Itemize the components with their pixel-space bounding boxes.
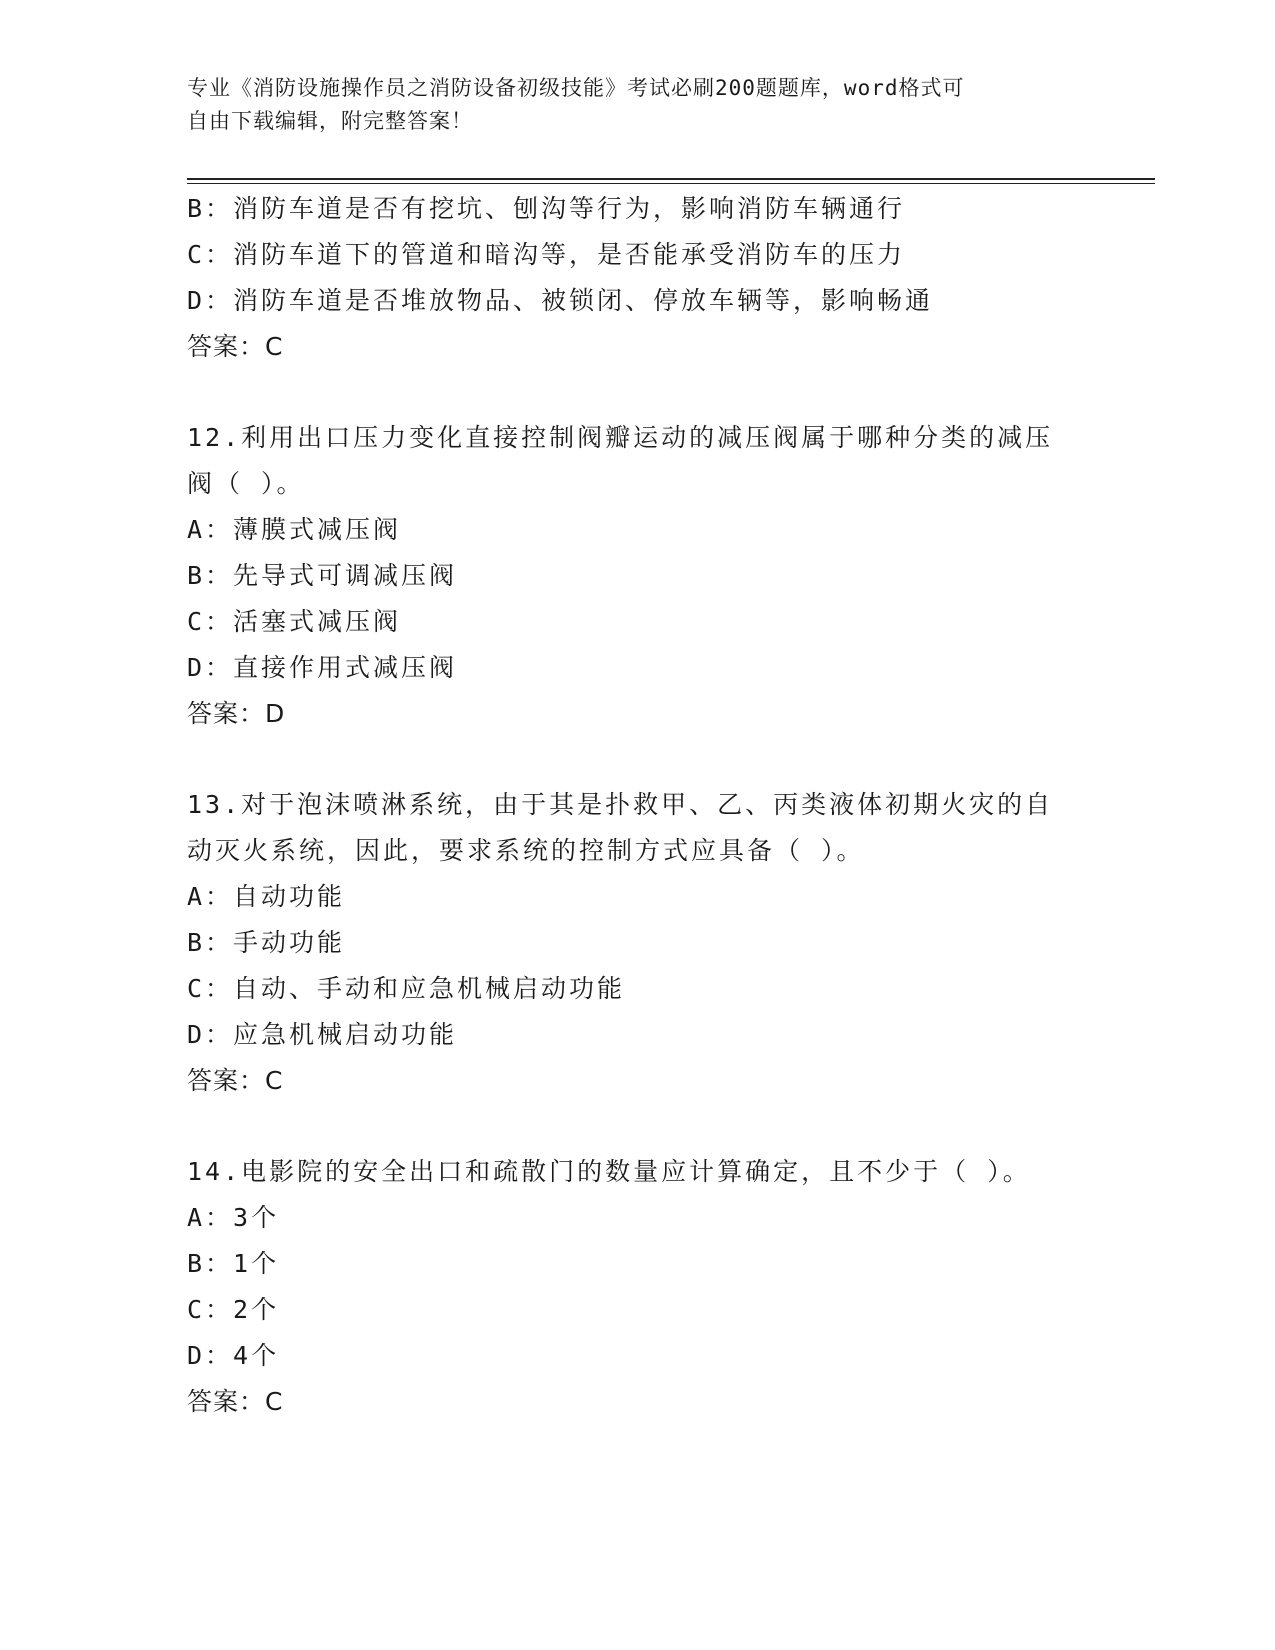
question-14 bbox=[187, 1149, 1087, 1425]
question-stem-line-2: 动灭火系统，因此，要求系统的控制方式应具备（ ）。 bbox=[187, 836, 865, 865]
option-b: B：先导式可调减压阀 bbox=[187, 561, 458, 590]
option-a: A：自动功能 bbox=[187, 882, 346, 911]
answer-line: 答案：D bbox=[187, 699, 286, 728]
question-11-continued bbox=[187, 186, 1087, 370]
option-b: B：消防车道是否有挖坑、刨沟等行为，影响消防车辆通行 bbox=[187, 194, 906, 223]
spacer bbox=[187, 370, 1087, 415]
option-c: C：活塞式减压阀 bbox=[187, 607, 402, 636]
answer-line: 答案：C bbox=[187, 332, 284, 361]
question-12 bbox=[187, 415, 1087, 737]
question-13 bbox=[187, 782, 1087, 1104]
document-header bbox=[187, 72, 1067, 138]
question-stem-line-1: 12.利用出口压力变化直接控制阀瓣运动的减压阀属于哪种分类的减压 bbox=[187, 423, 1054, 452]
answer-line: 答案：C bbox=[187, 1066, 284, 1095]
header-rule-thin bbox=[187, 183, 1155, 184]
question-stem-line-1: 13.对于泡沫喷淋系统，由于其是扑救甲、乙、丙类液体初期火灾的自 bbox=[187, 790, 1054, 819]
option-c: C：2个 bbox=[187, 1295, 280, 1324]
option-d: D：4个 bbox=[187, 1341, 280, 1370]
spacer bbox=[187, 1104, 1087, 1149]
option-b: B：手动功能 bbox=[187, 928, 346, 957]
option-a: A：薄膜式减压阀 bbox=[187, 515, 402, 544]
question-stem-line-1: 14.电影院的安全出口和疏散门的数量应计算确定，且不少于（ ）。 bbox=[187, 1157, 1031, 1186]
spacer bbox=[187, 737, 1087, 782]
question-list bbox=[187, 186, 1087, 1425]
header-title-line-1: 专业《消防设施操作员之消防设备初级技能》考试必刷200题题库，word格式可 bbox=[187, 76, 965, 100]
option-d: D：直接作用式减压阀 bbox=[187, 653, 458, 682]
question-stem-line-2: 阀（ ）。 bbox=[187, 469, 305, 498]
option-d: D：消防车道是否堆放物品、被锁闭、停放车辆等，影响畅通 bbox=[187, 286, 934, 315]
header-rule-thick bbox=[187, 178, 1155, 180]
option-a: A：3个 bbox=[187, 1203, 280, 1232]
option-c: C：消防车道下的管道和暗沟等，是否能承受消防车的压力 bbox=[187, 240, 906, 269]
option-c: C：自动、手动和应急机械启动功能 bbox=[187, 974, 626, 1003]
answer-line: 答案：C bbox=[187, 1387, 284, 1416]
option-d: D：应急机械启动功能 bbox=[187, 1020, 458, 1049]
option-b: B：1个 bbox=[187, 1249, 280, 1278]
header-title-line-2: 自由下载编辑，附完整答案！ bbox=[187, 109, 473, 133]
